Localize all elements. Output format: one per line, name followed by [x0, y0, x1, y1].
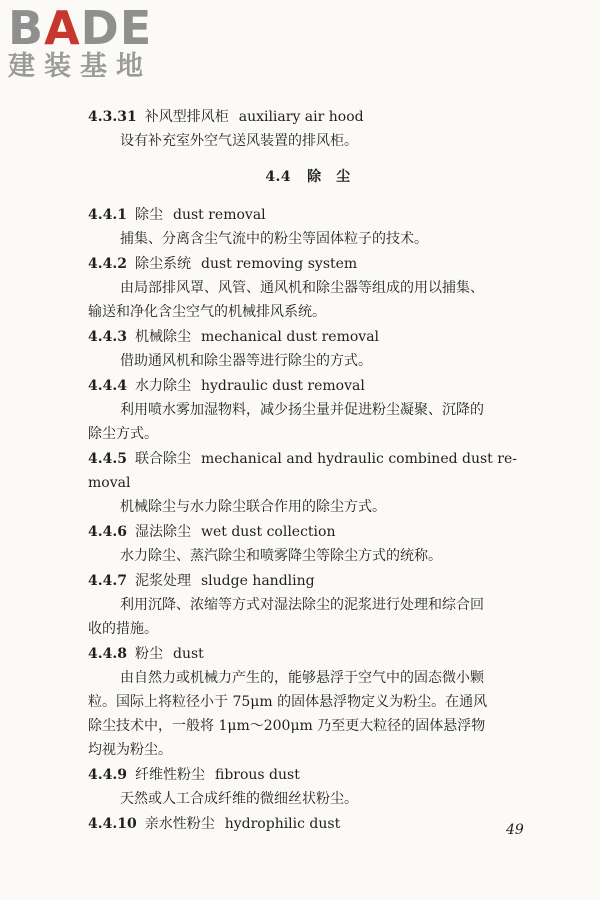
term-heading [88, 642, 528, 666]
page-number: 49 [506, 822, 524, 838]
logo-wordmark [8, 1, 178, 55]
term-heading [88, 105, 528, 129]
term-definition: 天然或人工合成纤维的微细丝状粉尘。 [120, 791, 358, 807]
term-number: 4.3.31 [88, 109, 137, 125]
term-definition-cont: 粒。国际上将粒径小于 75μm 的固体悬浮物定义为粉尘。在通风 [88, 694, 488, 710]
term-heading [88, 812, 528, 836]
term-definition: 利用喷水雾加湿物料，减少扬尘量并促进粉尘凝聚、沉降的 [120, 402, 484, 418]
term-definition: 借助通风机和除尘器等进行除尘的方式。 [120, 353, 372, 369]
section-heading [88, 165, 528, 189]
term-definition-cont: 输送和净化含尘空气的机械排风系统。 [88, 304, 326, 320]
term-number: 4.4.3 [88, 329, 127, 345]
term-definition-cont: 除尘技术中，一般将 1μm～200μm 乃至更大粒径的固体悬浮物 [88, 718, 486, 734]
term-heading [88, 447, 528, 471]
term-en: dust removing system [200, 256, 358, 272]
term-en: mechanical dust removal [200, 329, 380, 345]
term-definition: 设有补充室外空气送风装置的排风柜。 [120, 133, 358, 149]
term-cn: 湿法除尘 [134, 524, 191, 540]
term-number: 4.4.10 [88, 816, 137, 832]
section-title: 除 尘 [307, 169, 351, 185]
logo-letters-de: DE [80, 1, 153, 55]
term-cn: 水力除尘 [134, 378, 191, 394]
term-heading [88, 252, 528, 276]
term-number: 4.4.9 [88, 767, 127, 783]
term-cn: 机械除尘 [134, 329, 191, 345]
term-definition: 利用沉降、浓缩等方式对湿法除尘的泥浆进行处理和综合回 [120, 597, 484, 613]
term-number: 4.4.5 [88, 451, 127, 467]
term-cn: 纤维性粉尘 [134, 767, 205, 783]
term-cn: 亲水性粉尘 [144, 816, 215, 832]
term-definition: 水力除尘、蒸汽除尘和喷雾降尘等除尘方式的统称。 [120, 548, 442, 564]
term-cn: 除尘 [134, 207, 163, 223]
term-cn: 粉尘 [134, 646, 163, 662]
term-heading [88, 203, 528, 227]
term-definition: 机械除尘与水力除尘联合作用的除尘方式。 [120, 499, 386, 515]
term-definition: 由自然力或机械力产生的，能够悬浮于空气中的固态微小颗 [120, 670, 484, 686]
term-en: fibrous dust [214, 767, 300, 783]
term-definition: 捕集、分离含尘气流中的粉尘等固体粒子的技术。 [120, 231, 428, 247]
logo [8, 1, 178, 82]
logo-letter-a: A [44, 1, 81, 55]
term-heading [88, 374, 528, 398]
term-heading [88, 520, 528, 544]
term-definition-cont: 收的措施。 [88, 621, 158, 637]
term-en: hydrophilic dust [224, 816, 341, 832]
term-definition: 由局部排风罩、风管、通风机和除尘器等组成的用以捕集、 [120, 280, 484, 296]
term-en: dust [172, 646, 204, 662]
term-number: 4.4.7 [88, 573, 127, 589]
term-heading [88, 763, 528, 787]
term-heading [88, 569, 528, 593]
term-number: 4.4.6 [88, 524, 127, 540]
term-cn: 补风型排风柜 [144, 109, 229, 125]
term-en: sludge handling [200, 573, 315, 589]
term-en: dust removal [172, 207, 266, 223]
term-en-cont: moval [88, 475, 131, 491]
term-heading [88, 325, 528, 349]
term-definition-cont: 除尘方式。 [88, 426, 158, 442]
term-number: 4.4.4 [88, 378, 127, 394]
term-number: 4.4.1 [88, 207, 127, 223]
section-number: 4.4 [265, 169, 292, 185]
term-cn: 泥浆处理 [134, 573, 191, 589]
term-number: 4.4.8 [88, 646, 127, 662]
term-cn: 联合除尘 [134, 451, 191, 467]
logo-letter-b: B [8, 1, 45, 55]
term-en: hydraulic dust removal [200, 378, 365, 394]
term-en: wet dust collection [200, 524, 336, 540]
logo-tagline: 建装基地 [8, 51, 152, 82]
term-definition-cont: 均视为粉尘。 [88, 742, 172, 758]
document-body [88, 104, 528, 836]
term-en: mechanical and hydraulic combined dust re- [200, 451, 517, 467]
term-cn: 除尘系统 [134, 256, 191, 272]
term-number: 4.4.2 [88, 256, 127, 272]
term-en: auxiliary air hood [238, 109, 364, 125]
